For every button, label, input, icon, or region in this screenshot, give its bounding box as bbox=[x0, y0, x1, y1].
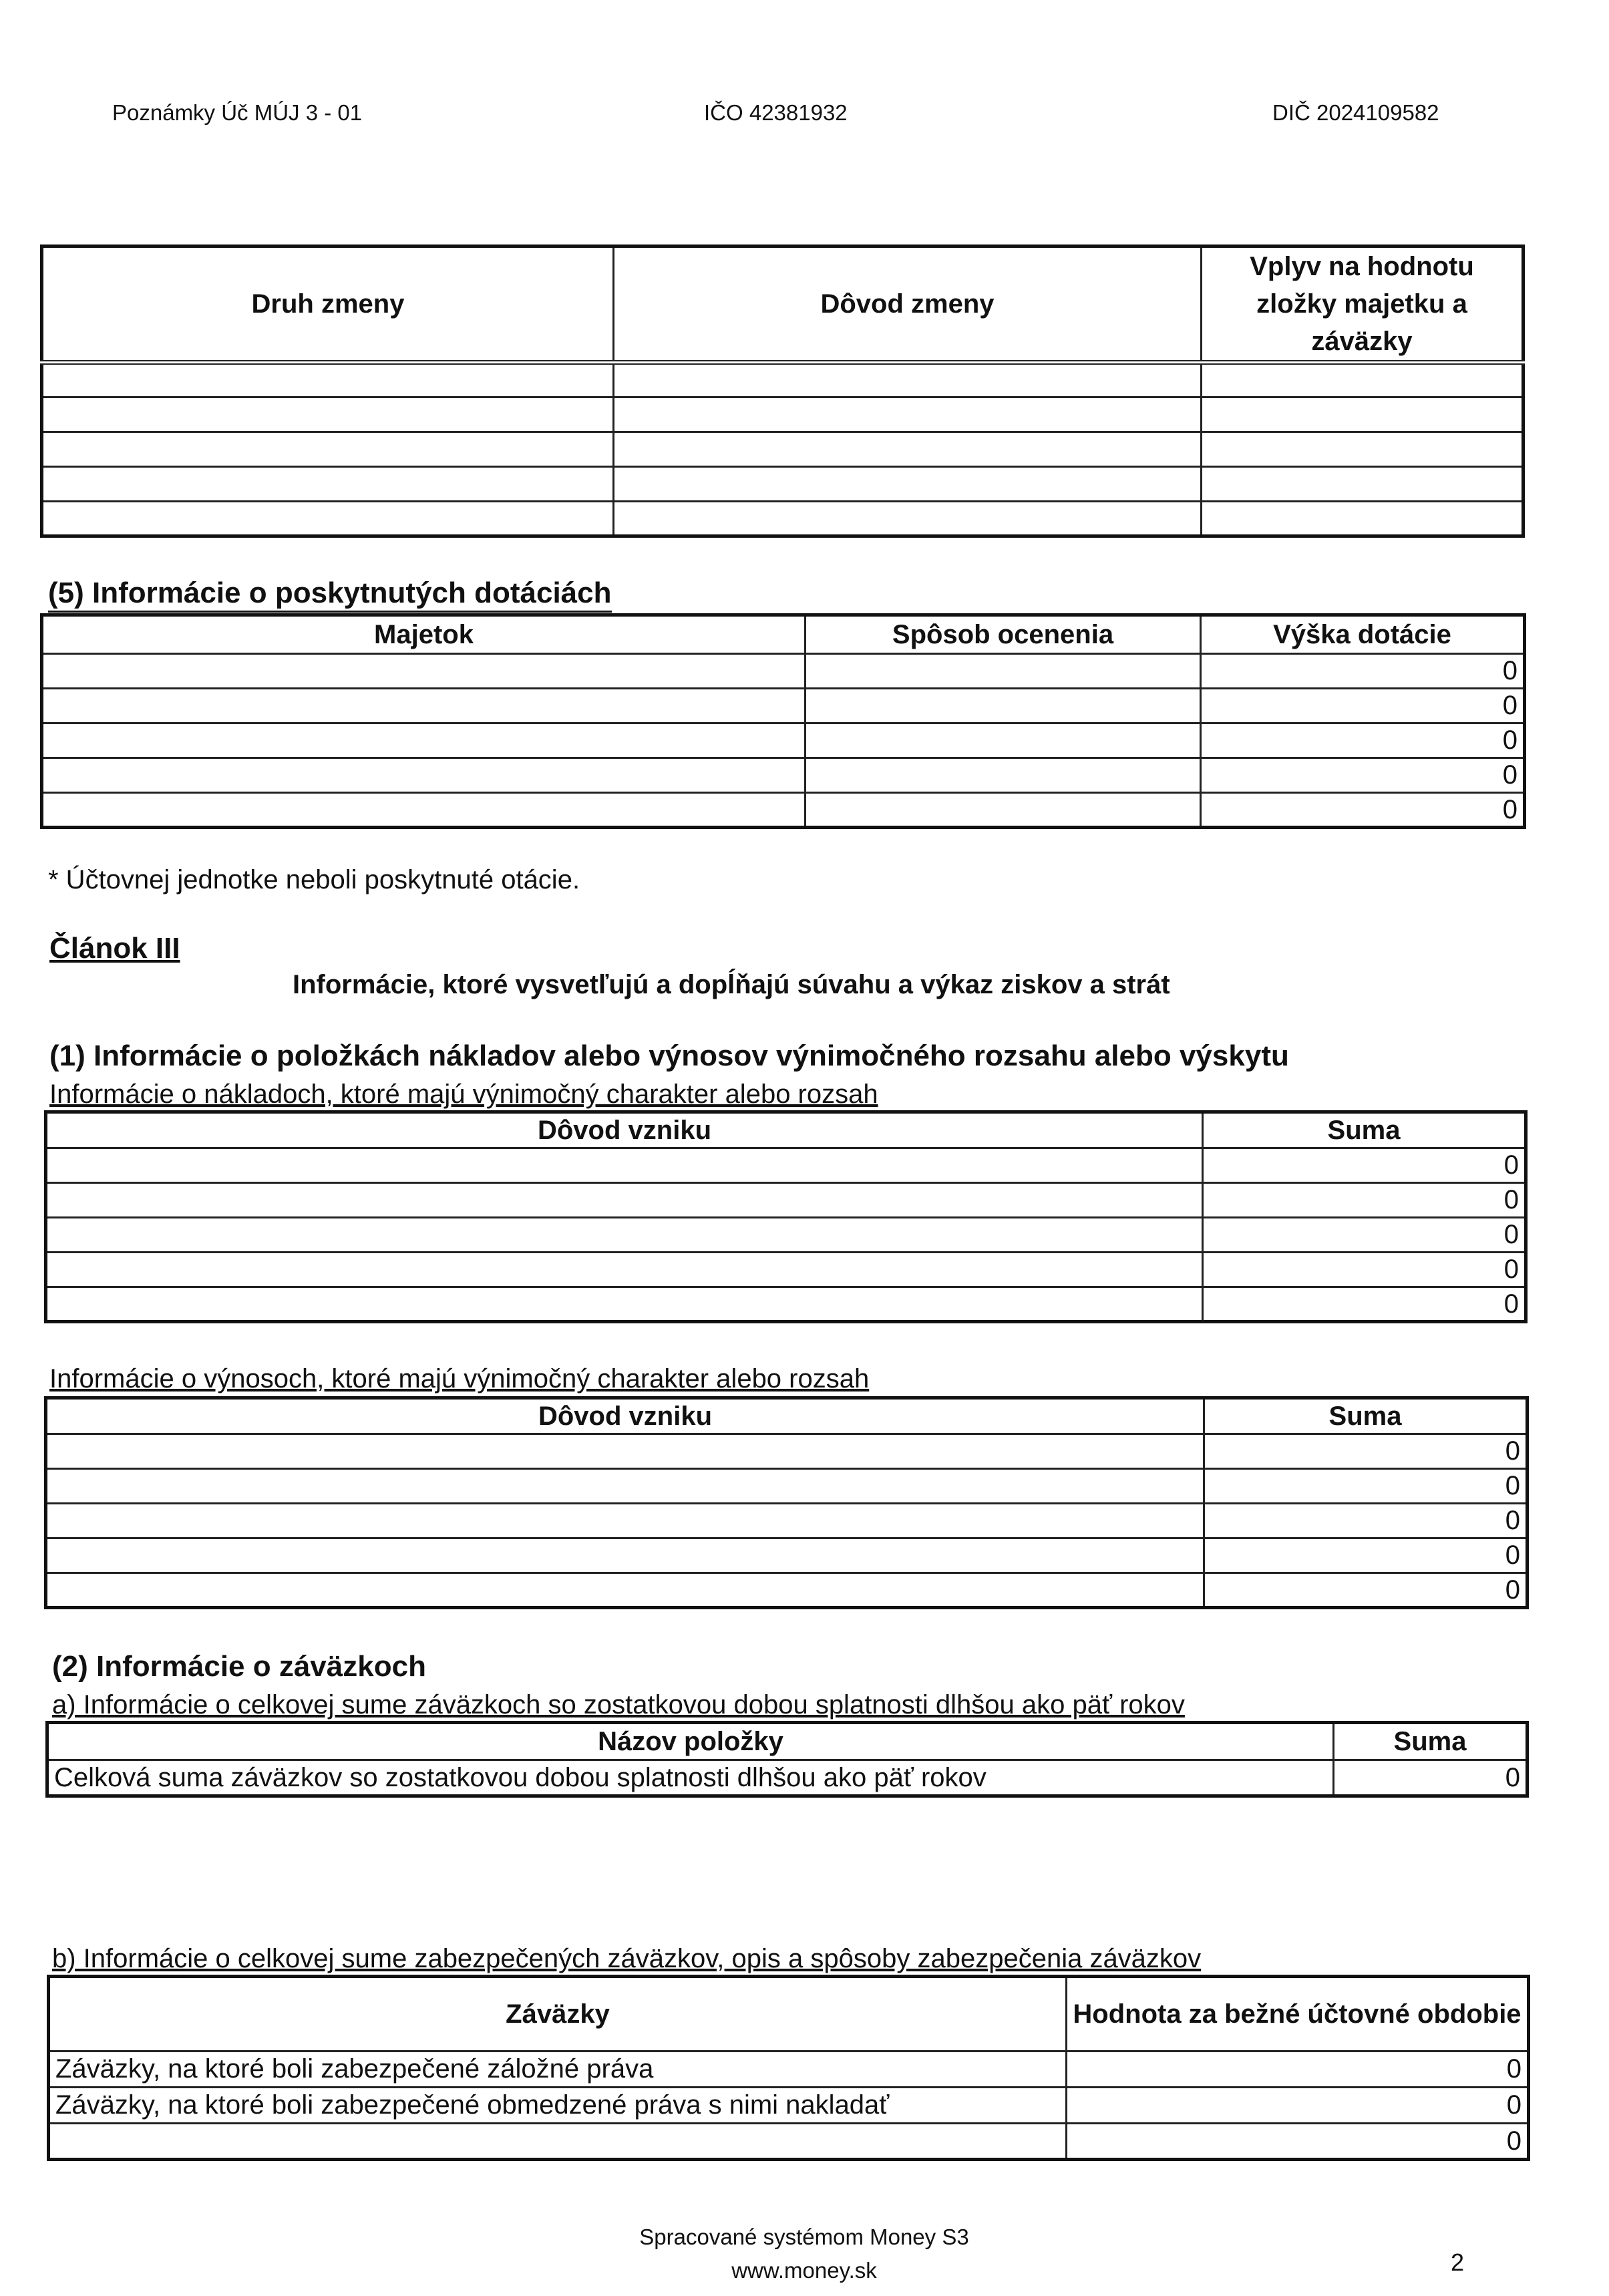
table-row: 0 bbox=[49, 2124, 1529, 2160]
col-header-vyska-dotacie: Výška dotácie bbox=[1201, 615, 1525, 654]
table-row: 0 bbox=[42, 689, 1525, 723]
header-dic: DIČ 2024109582 bbox=[1272, 100, 1439, 125]
article-heading: Článok III bbox=[49, 932, 180, 965]
col-header-dovod-vzniku: Dôvod vzniku bbox=[46, 1112, 1203, 1148]
table-row bbox=[42, 363, 1524, 397]
liabilities-a-caption: a) Informácie o celkovej sume záväzkoch so zostatkovou dobou splatnosti dlhšou ako päť rokov bbox=[52, 1690, 1185, 1719]
revenues-table bbox=[44, 1396, 1529, 1609]
costs-caption: Informácie o nákladoch, ktoré majú výnimočný charakter alebo rozsah bbox=[49, 1080, 878, 1109]
table-row bbox=[42, 397, 1524, 432]
table-row: 0 bbox=[46, 1148, 1526, 1183]
section-5-title: (5) Informácie o poskytnutých dotáciách bbox=[48, 576, 612, 613]
subsidies-note: * Účtovnej jednotke neboli poskytnuté otácie. bbox=[48, 865, 580, 894]
col-header-sposob-ocenenia: Spôsob ocenenia bbox=[806, 615, 1201, 654]
col-header-dovod-vzniku: Dôvod vzniku bbox=[46, 1398, 1204, 1434]
table-row: 0 bbox=[46, 1573, 1528, 1608]
page-number: 2 bbox=[1451, 2249, 1465, 2276]
col-header-vplyv: Vplyv na hodnotu zložky majetku a záväzky bbox=[1202, 247, 1524, 363]
section-2-title: (2) Informácie o záväzkoch bbox=[52, 1650, 426, 1683]
table-row: Záväzky, na ktoré boli zabezpečené obmedzené práva s nimi nakladať 0 bbox=[49, 2088, 1529, 2124]
footer-software: Spracované systémom Money S3 bbox=[639, 2225, 969, 2249]
col-header-suma: Suma bbox=[1204, 1398, 1528, 1434]
col-header-dovod-zmeny: Dôvod zmeny bbox=[614, 247, 1202, 363]
liabilities-over-five-years-table bbox=[45, 1721, 1529, 1798]
table-row: 0 bbox=[42, 723, 1525, 758]
table-row bbox=[42, 502, 1524, 536]
table-row: Záväzky, na ktoré boli zabezpečené záložné práva 0 bbox=[49, 2052, 1529, 2088]
table-row: 0 bbox=[42, 793, 1525, 828]
table-row: 0 bbox=[46, 1538, 1528, 1573]
table-row: 0 bbox=[46, 1287, 1526, 1322]
table-row: 0 bbox=[42, 654, 1525, 689]
revenues-caption: Informácie o výnosoch, ktoré majú výnimočný charakter alebo rozsah bbox=[49, 1364, 870, 1393]
changes-table bbox=[40, 244, 1525, 538]
costs-table bbox=[44, 1110, 1528, 1323]
col-header-majetok: Majetok bbox=[42, 615, 806, 654]
section-1-title: (1) Informácie o položkách nákladov alebo výnosov výnimočného rozsahu alebo výskytu bbox=[49, 1039, 1289, 1072]
article-subtitle: Informácie, ktoré vysvetľujú a dopĺňajú súvahu a výkaz ziskov a strát bbox=[293, 970, 1170, 999]
col-header-nazov-polozky: Názov položky bbox=[47, 1723, 1334, 1760]
table-row: 0 bbox=[46, 1504, 1528, 1538]
col-header-zavazky: Záväzky bbox=[49, 1977, 1067, 2052]
table-row: 0 bbox=[46, 1183, 1526, 1218]
col-header-hodnota: Hodnota za bežné účtovné obdobie bbox=[1067, 1977, 1529, 2052]
table-row bbox=[42, 432, 1524, 467]
col-header-suma: Suma bbox=[1334, 1723, 1528, 1760]
header-form-code: Poznámky Úč MÚJ 3 - 01 bbox=[112, 100, 363, 125]
header-ico: IČO 42381932 bbox=[704, 100, 848, 125]
secured-liabilities-table bbox=[47, 1975, 1530, 2161]
table-row: 0 bbox=[46, 1469, 1528, 1504]
table-row: 0 bbox=[46, 1218, 1526, 1253]
table-row: 0 bbox=[42, 758, 1525, 793]
table-row: 0 bbox=[46, 1434, 1528, 1469]
col-header-suma: Suma bbox=[1203, 1112, 1526, 1148]
col-header-druh-zmeny: Druh zmeny bbox=[42, 247, 614, 363]
table-row: 0 bbox=[46, 1253, 1526, 1287]
table-row bbox=[42, 467, 1524, 502]
liabilities-b-caption: b) Informácie o celkovej sume zabezpečených záväzkov, opis a spôsoby zabezpečenia záväzkov bbox=[52, 1944, 1202, 1973]
table-row: Celková suma záväzkov so zostatkovou dobou splatnosti dlhšou ako päť rokov 0 bbox=[47, 1760, 1528, 1796]
subsidies-table bbox=[40, 613, 1526, 829]
footer-website: www.money.sk bbox=[731, 2258, 877, 2283]
